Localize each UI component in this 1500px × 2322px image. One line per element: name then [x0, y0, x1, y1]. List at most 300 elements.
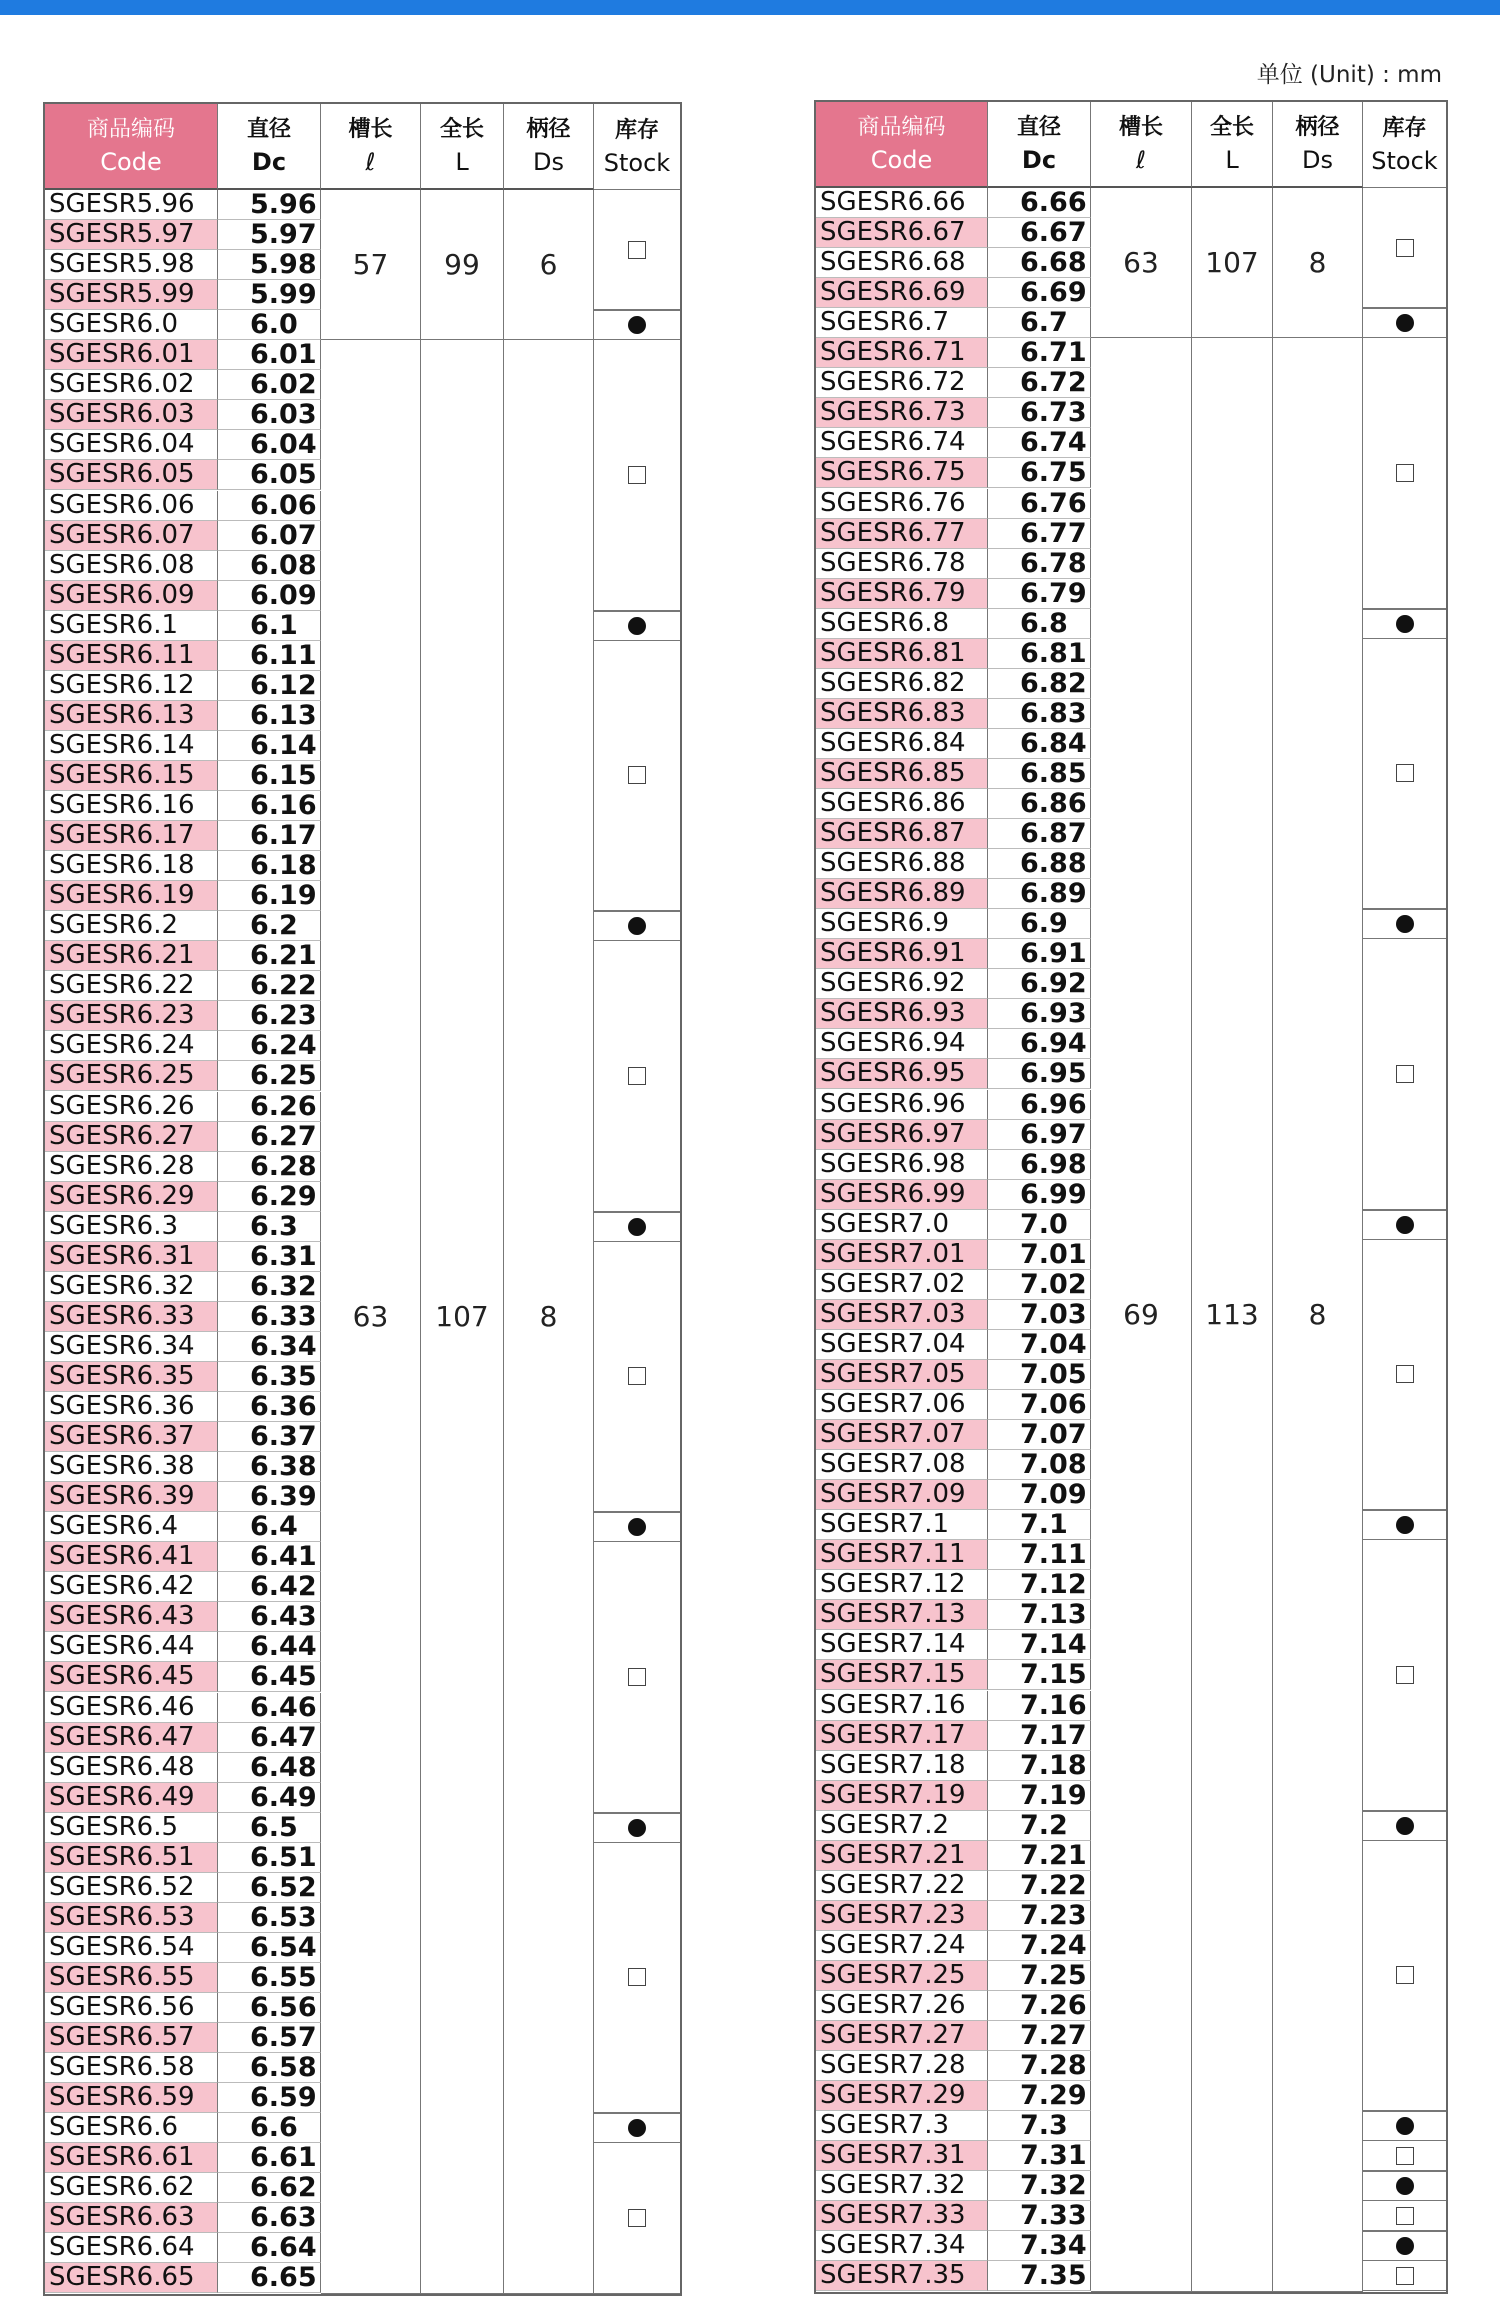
diameter-cell: 6.87 — [988, 819, 1091, 849]
stock-in-stock-cell — [1363, 308, 1446, 338]
header-dc — [218, 104, 321, 190]
diameter-cell: 6.58 — [218, 2053, 321, 2083]
product-code-cell: SGESR6.8 — [816, 609, 988, 639]
stock-on-order-cell — [594, 190, 680, 310]
product-code-cell: SGESR6.5 — [45, 1813, 218, 1843]
header-length-en: L — [455, 148, 469, 176]
diameter-cell: 7.34 — [988, 2231, 1091, 2261]
stock-on-order-cell — [594, 340, 680, 610]
product-code-cell: SGESR6.08 — [45, 551, 218, 581]
diameter-cell: 6.11 — [218, 641, 321, 671]
product-code-cell: SGESR7.26 — [816, 1991, 988, 2021]
diameter-cell: 7.22 — [988, 1871, 1091, 1901]
product-code-cell: SGESR6.31 — [45, 1242, 218, 1272]
header-code — [45, 104, 218, 190]
stock-in-stock-cell — [594, 911, 680, 941]
product-code-cell: SGESR7.29 — [816, 2081, 988, 2111]
product-code-cell: SGESR7.07 — [816, 1420, 988, 1450]
diameter-cell: 6.19 — [218, 881, 321, 911]
product-code-cell: SGESR6.32 — [45, 1272, 218, 1302]
product-code-cell: SGESR7.33 — [816, 2201, 988, 2231]
product-code-cell: SGESR7.25 — [816, 1961, 988, 1991]
diameter-cell: 6.18 — [218, 851, 321, 881]
header-length-en: L — [1225, 146, 1239, 174]
diameter-cell: 6.95 — [988, 1059, 1091, 1089]
product-code-cell: SGESR7.03 — [816, 1300, 988, 1330]
diameter-cell: 5.96 — [218, 190, 321, 220]
header-code-zh: 商品编码 — [857, 115, 946, 140]
diameter-cell: 6.73 — [988, 398, 1091, 428]
diameter-cell: 7.07 — [988, 1420, 1091, 1450]
diameter-cell: 6.79 — [988, 579, 1091, 609]
diameter-cell: 6.67 — [988, 218, 1091, 248]
product-code-cell: SGESR6.56 — [45, 1993, 218, 2023]
diameter-cell: 6.24 — [218, 1031, 321, 1061]
product-code-cell: SGESR7.11 — [816, 1540, 988, 1570]
empty-square-icon — [628, 241, 646, 259]
header-dc-en: Dc — [1021, 146, 1057, 174]
empty-square-icon — [1396, 1365, 1414, 1383]
product-code-cell: SGESR7.24 — [816, 1931, 988, 1961]
diameter-cell: 6.27 — [218, 1122, 321, 1152]
diameter-cell: 6.51 — [218, 1843, 321, 1873]
diameter-cell: 7.08 — [988, 1450, 1091, 1480]
product-code-cell: SGESR6.63 — [45, 2203, 218, 2233]
stock-in-stock-cell — [1363, 609, 1446, 639]
diameter-cell: 6.88 — [988, 849, 1091, 879]
diameter-cell: 6.94 — [988, 1029, 1091, 1059]
product-code-cell: SGESR6.68 — [816, 248, 988, 278]
product-code-cell: SGESR7.15 — [816, 1660, 988, 1690]
product-code-cell: SGESR6.35 — [45, 1362, 218, 1392]
header-length-zh: 全长 — [439, 117, 484, 142]
diameter-cell: 6.05 — [218, 460, 321, 490]
filled-circle-icon — [628, 2119, 646, 2137]
unit-note: 单位 (Unit) : mm — [1256, 62, 1442, 88]
product-code-cell: SGESR7.08 — [816, 1450, 988, 1480]
product-code-cell: SGESR6.73 — [816, 398, 988, 428]
ds-group-cell: 8 — [1273, 188, 1363, 338]
length-group-cell: 99 — [421, 190, 504, 340]
header-ds — [1273, 102, 1363, 188]
diameter-cell: 7.14 — [988, 1630, 1091, 1660]
slot-group-cell: 69 — [1091, 338, 1192, 2291]
filled-circle-icon — [1396, 1516, 1414, 1534]
product-code-cell: SGESR6.49 — [45, 1783, 218, 1813]
diameter-cell: 6.93 — [988, 999, 1091, 1029]
length-group-cell: 107 — [421, 340, 504, 2293]
product-code-cell: SGESR7.1 — [816, 1510, 988, 1540]
diameter-cell: 6.78 — [988, 549, 1091, 579]
stock-in-stock-cell — [594, 1512, 680, 1542]
diameter-cell: 6.98 — [988, 1150, 1091, 1180]
header-stock — [1363, 102, 1446, 188]
diameter-cell: 7.28 — [988, 2051, 1091, 2081]
product-code-cell: SGESR6.54 — [45, 1933, 218, 1963]
product-code-cell: SGESR6.57 — [45, 2023, 218, 2053]
header-code-zh: 商品编码 — [86, 117, 175, 142]
diameter-cell: 6.15 — [218, 761, 321, 791]
diameter-cell: 6.97 — [988, 1120, 1091, 1150]
diameter-cell: 7.19 — [988, 1781, 1091, 1811]
diameter-cell: 7.26 — [988, 1991, 1091, 2021]
diameter-cell: 6.03 — [218, 400, 321, 430]
header-stock-zh: 库存 — [614, 117, 659, 143]
diameter-cell: 6.64 — [218, 2233, 321, 2263]
empty-square-icon — [628, 766, 646, 784]
empty-square-icon — [1396, 464, 1414, 482]
diameter-cell: 7.15 — [988, 1660, 1091, 1690]
stock-on-order-cell — [1363, 338, 1446, 608]
stock-on-order-cell — [594, 1542, 680, 1812]
product-code-cell: SGESR7.14 — [816, 1630, 988, 1660]
filled-circle-icon — [1396, 615, 1414, 633]
diameter-cell: 6.45 — [218, 1662, 321, 1692]
stock-in-stock-cell — [1363, 2171, 1446, 2201]
diameter-cell: 6.16 — [218, 791, 321, 821]
empty-square-icon — [1396, 764, 1414, 782]
diameter-cell: 6.28 — [218, 1152, 321, 1182]
header-dc-zh: 直径 — [1016, 115, 1061, 140]
diameter-cell: 6.85 — [988, 759, 1091, 789]
ds-group-cell: 6 — [504, 190, 594, 340]
diameter-cell: 7.27 — [988, 2021, 1091, 2051]
diameter-cell: 6.7 — [988, 308, 1091, 338]
diameter-cell: 7.01 — [988, 1240, 1091, 1270]
product-code-cell: SGESR6.0 — [45, 310, 218, 340]
product-code-cell: SGESR6.85 — [816, 759, 988, 789]
product-code-cell: SGESR6.95 — [816, 1059, 988, 1089]
empty-square-icon — [1396, 1065, 1414, 1083]
empty-square-icon — [1396, 2267, 1414, 2285]
product-code-cell: SGESR6.81 — [816, 639, 988, 669]
diameter-cell: 7.09 — [988, 1480, 1091, 1510]
product-code-cell: SGESR6.45 — [45, 1662, 218, 1692]
product-code-cell: SGESR6.66 — [816, 188, 988, 218]
header-stock-en: Stock — [1371, 146, 1438, 175]
diameter-cell: 7.1 — [988, 1510, 1091, 1540]
product-code-cell: SGESR6.7 — [816, 308, 988, 338]
ds-group-cell: 8 — [1273, 338, 1363, 2291]
slot-group-cell: 57 — [321, 190, 421, 340]
stock-in-stock-cell — [1363, 1510, 1446, 1540]
diameter-cell: 6.9 — [988, 909, 1091, 939]
product-code-cell: SGESR6.06 — [45, 491, 218, 521]
diameter-cell: 6.23 — [218, 1001, 321, 1031]
product-code-cell: SGESR6.15 — [45, 761, 218, 791]
product-code-cell: SGESR6.04 — [45, 430, 218, 460]
product-code-cell: SGESR6.2 — [45, 911, 218, 941]
diameter-cell: 6.36 — [218, 1392, 321, 1422]
product-code-cell: SGESR7.17 — [816, 1721, 988, 1751]
filled-circle-icon — [628, 1518, 646, 1536]
product-code-cell: SGESR6.18 — [45, 851, 218, 881]
filled-circle-icon — [1396, 1216, 1414, 1234]
empty-square-icon — [1396, 2147, 1414, 2165]
header-slot-zh: 槽长 — [1118, 115, 1163, 140]
product-code-cell: SGESR6.86 — [816, 789, 988, 819]
product-code-cell: SGESR5.98 — [45, 250, 218, 280]
diameter-cell: 6.46 — [218, 1693, 321, 1723]
diameter-cell: 6.21 — [218, 941, 321, 971]
diameter-cell: 6.4 — [218, 1512, 321, 1542]
product-code-cell: SGESR7.2 — [816, 1811, 988, 1841]
product-code-cell: SGESR6.21 — [45, 941, 218, 971]
product-code-cell: SGESR6.77 — [816, 519, 988, 549]
product-code-cell: SGESR6.46 — [45, 1693, 218, 1723]
diameter-cell: 7.04 — [988, 1330, 1091, 1360]
diameter-cell: 6.77 — [988, 519, 1091, 549]
slot-group-cell: 63 — [321, 340, 421, 2293]
product-code-cell: SGESR6.72 — [816, 368, 988, 398]
stock-in-stock-cell — [594, 310, 680, 340]
product-code-cell: SGESR6.97 — [816, 1120, 988, 1150]
product-code-cell: SGESR6.89 — [816, 879, 988, 909]
product-code-cell: SGESR7.04 — [816, 1330, 988, 1360]
product-code-cell: SGESR6.52 — [45, 1873, 218, 1903]
filled-circle-icon — [1396, 2237, 1414, 2255]
product-code-cell: SGESR6.59 — [45, 2083, 218, 2113]
diameter-cell: 6.06 — [218, 491, 321, 521]
diameter-cell: 7.33 — [988, 2201, 1091, 2231]
product-code-cell: SGESR6.1 — [45, 611, 218, 641]
product-code-cell: SGESR7.22 — [816, 1871, 988, 1901]
filled-circle-icon — [1396, 1817, 1414, 1835]
product-code-cell: SGESR6.27 — [45, 1122, 218, 1152]
diameter-cell: 6.07 — [218, 521, 321, 551]
length-group-cell: 107 — [1192, 188, 1273, 338]
diameter-cell: 6.2 — [218, 911, 321, 941]
product-code-cell: SGESR6.76 — [816, 489, 988, 519]
diameter-cell: 6.08 — [218, 551, 321, 581]
product-code-cell: SGESR7.16 — [816, 1691, 988, 1721]
product-code-cell: SGESR6.38 — [45, 1452, 218, 1482]
diameter-cell: 7.21 — [988, 1841, 1091, 1871]
header-dc-zh: 直径 — [246, 117, 291, 142]
product-code-cell: SGESR6.75 — [816, 458, 988, 488]
diameter-cell: 6.71 — [988, 338, 1091, 368]
product-code-cell: SGESR7.31 — [816, 2141, 988, 2171]
product-code-cell: SGESR7.21 — [816, 1841, 988, 1871]
diameter-cell: 6.01 — [218, 340, 321, 370]
empty-square-icon — [1396, 239, 1414, 257]
diameter-cell: 7.31 — [988, 2141, 1091, 2171]
product-code-cell: SGESR6.88 — [816, 849, 988, 879]
diameter-cell: 6.65 — [218, 2263, 321, 2293]
diameter-cell: 7.06 — [988, 1390, 1091, 1420]
header-code-en: Code — [100, 148, 162, 176]
product-code-cell: SGESR6.14 — [45, 731, 218, 761]
header-slot — [1091, 102, 1192, 188]
empty-square-icon — [628, 1968, 646, 1986]
diameter-cell: 6.13 — [218, 701, 321, 731]
diameter-cell: 6.62 — [218, 2173, 321, 2203]
diameter-cell: 6.49 — [218, 1783, 321, 1813]
spec-table-left — [43, 102, 682, 2296]
empty-square-icon — [628, 466, 646, 484]
empty-square-icon — [628, 1067, 646, 1085]
product-code-cell: SGESR6.93 — [816, 999, 988, 1029]
diameter-cell: 6.35 — [218, 1362, 321, 1392]
diameter-cell: 6.96 — [988, 1090, 1091, 1120]
product-code-cell: SGESR6.3 — [45, 1212, 218, 1242]
empty-square-icon — [1396, 1666, 1414, 1684]
product-code-cell: SGESR6.58 — [45, 2053, 218, 2083]
diameter-cell: 7.17 — [988, 1721, 1091, 1751]
diameter-cell: 6.76 — [988, 489, 1091, 519]
diameter-cell: 6.31 — [218, 1242, 321, 1272]
product-code-cell: SGESR6.17 — [45, 821, 218, 851]
diameter-cell: 6.89 — [988, 879, 1091, 909]
diameter-cell: 7.11 — [988, 1540, 1091, 1570]
diameter-cell: 6.81 — [988, 639, 1091, 669]
product-code-cell: SGESR6.44 — [45, 1632, 218, 1662]
product-code-cell: SGESR6.29 — [45, 1182, 218, 1212]
header-code — [816, 102, 988, 188]
stock-on-order-cell — [1363, 1540, 1446, 1810]
diameter-cell: 7.35 — [988, 2261, 1091, 2291]
diameter-cell: 6.6 — [218, 2113, 321, 2143]
diameter-cell: 7.16 — [988, 1691, 1091, 1721]
diameter-cell: 6.37 — [218, 1422, 321, 1452]
diameter-cell: 6.66 — [988, 188, 1091, 218]
empty-square-icon — [1396, 1966, 1414, 1984]
stock-on-order-cell — [1363, 1240, 1446, 1510]
stock-on-order-cell — [1363, 1841, 1446, 2111]
product-code-cell: SGESR6.28 — [45, 1152, 218, 1182]
diameter-cell: 6.8 — [988, 609, 1091, 639]
diameter-cell: 6.68 — [988, 248, 1091, 278]
product-code-cell: SGESR6.55 — [45, 1963, 218, 1993]
product-code-cell: SGESR6.47 — [45, 1723, 218, 1753]
product-code-cell: SGESR7.34 — [816, 2231, 988, 2261]
diameter-cell: 7.12 — [988, 1570, 1091, 1600]
product-code-cell: SGESR5.97 — [45, 220, 218, 250]
diameter-cell: 6.02 — [218, 370, 321, 400]
product-code-cell: SGESR7.06 — [816, 1390, 988, 1420]
diameter-cell: 6.04 — [218, 430, 321, 460]
product-code-cell: SGESR7.19 — [816, 1781, 988, 1811]
top-accent-bar — [0, 0, 1500, 15]
diameter-cell: 5.99 — [218, 280, 321, 310]
diameter-cell: 6.48 — [218, 1753, 321, 1783]
diameter-cell: 5.98 — [218, 250, 321, 280]
product-code-cell: SGESR7.01 — [816, 1240, 988, 1270]
diameter-cell: 6.55 — [218, 1963, 321, 1993]
diameter-cell: 7.03 — [988, 1300, 1091, 1330]
product-code-cell: SGESR6.43 — [45, 1602, 218, 1632]
product-code-cell: SGESR7.3 — [816, 2111, 988, 2141]
product-code-cell: SGESR6.78 — [816, 549, 988, 579]
spec-table-right — [814, 100, 1448, 2294]
product-code-cell: SGESR7.13 — [816, 1600, 988, 1630]
product-code-cell: SGESR6.41 — [45, 1542, 218, 1572]
filled-circle-icon — [628, 617, 646, 635]
product-code-cell: SGESR6.98 — [816, 1150, 988, 1180]
product-code-cell: SGESR5.99 — [45, 280, 218, 310]
length-group-cell: 113 — [1192, 338, 1273, 2291]
diameter-cell: 6.82 — [988, 669, 1091, 699]
header-slot-en: ℓ — [365, 148, 376, 176]
stock-on-order-cell — [594, 2143, 680, 2293]
stock-on-order-cell — [1363, 639, 1446, 909]
diameter-cell: 6.1 — [218, 611, 321, 641]
stock-in-stock-cell — [1363, 1811, 1446, 1841]
diameter-cell: 6.44 — [218, 1632, 321, 1662]
diameter-cell: 7.3 — [988, 2111, 1091, 2141]
diameter-cell: 6.32 — [218, 1272, 321, 1302]
stock-on-order-cell — [1363, 188, 1446, 308]
stock-on-order-cell — [1363, 2201, 1446, 2231]
diameter-cell: 6.59 — [218, 2083, 321, 2113]
diameter-cell: 6.99 — [988, 1180, 1091, 1210]
diameter-cell: 6.72 — [988, 368, 1091, 398]
product-code-cell: SGESR6.69 — [816, 278, 988, 308]
diameter-cell: 6.14 — [218, 731, 321, 761]
filled-circle-icon — [1396, 314, 1414, 332]
diameter-cell: 7.0 — [988, 1210, 1091, 1240]
product-code-cell: SGESR6.71 — [816, 338, 988, 368]
product-code-cell: SGESR7.35 — [816, 2261, 988, 2291]
stock-on-order-cell — [594, 1843, 680, 2113]
header-ds-en: Ds — [533, 148, 564, 176]
product-code-cell: SGESR6.4 — [45, 1512, 218, 1542]
diameter-cell: 6.56 — [218, 1993, 321, 2023]
stock-on-order-cell — [594, 641, 680, 911]
product-code-cell: SGESR6.12 — [45, 671, 218, 701]
product-code-cell: SGESR6.61 — [45, 2143, 218, 2173]
product-code-cell: SGESR6.36 — [45, 1392, 218, 1422]
product-code-cell: SGESR6.82 — [816, 669, 988, 699]
header-ds-en: Ds — [1302, 146, 1333, 174]
ds-group-cell: 8 — [504, 340, 594, 2293]
empty-square-icon — [628, 1668, 646, 1686]
product-code-cell: SGESR6.39 — [45, 1482, 218, 1512]
filled-circle-icon — [628, 1819, 646, 1837]
product-code-cell: SGESR7.28 — [816, 2051, 988, 2081]
stock-in-stock-cell — [1363, 1210, 1446, 1240]
empty-square-icon — [628, 2209, 646, 2227]
product-code-cell: SGESR6.22 — [45, 971, 218, 1001]
diameter-cell: 6.47 — [218, 1723, 321, 1753]
diameter-cell: 7.23 — [988, 1901, 1091, 1931]
diameter-cell: 6.43 — [218, 1602, 321, 1632]
diameter-cell: 6.38 — [218, 1452, 321, 1482]
diameter-cell: 6.57 — [218, 2023, 321, 2053]
diameter-cell: 5.97 — [218, 220, 321, 250]
diameter-cell: 7.29 — [988, 2081, 1091, 2111]
product-code-cell: SGESR6.13 — [45, 701, 218, 731]
stock-in-stock-cell — [594, 1212, 680, 1242]
filled-circle-icon — [1396, 2117, 1414, 2135]
header-length — [1192, 102, 1273, 188]
product-code-cell: SGESR7.27 — [816, 2021, 988, 2051]
diameter-cell: 6.69 — [988, 278, 1091, 308]
stock-on-order-cell — [594, 941, 680, 1211]
empty-square-icon — [1396, 2207, 1414, 2225]
diameter-cell: 6.22 — [218, 971, 321, 1001]
diameter-cell: 6.0 — [218, 310, 321, 340]
product-code-cell: SGESR6.11 — [45, 641, 218, 671]
product-code-cell: SGESR7.23 — [816, 1901, 988, 1931]
product-code-cell: SGESR6.53 — [45, 1903, 218, 1933]
slot-group-cell: 63 — [1091, 188, 1192, 338]
header-dc — [988, 102, 1091, 188]
product-code-cell: SGESR7.0 — [816, 1210, 988, 1240]
header-slot — [321, 104, 421, 190]
diameter-cell: 6.26 — [218, 1092, 321, 1122]
header-slot-en: ℓ — [1136, 146, 1146, 174]
